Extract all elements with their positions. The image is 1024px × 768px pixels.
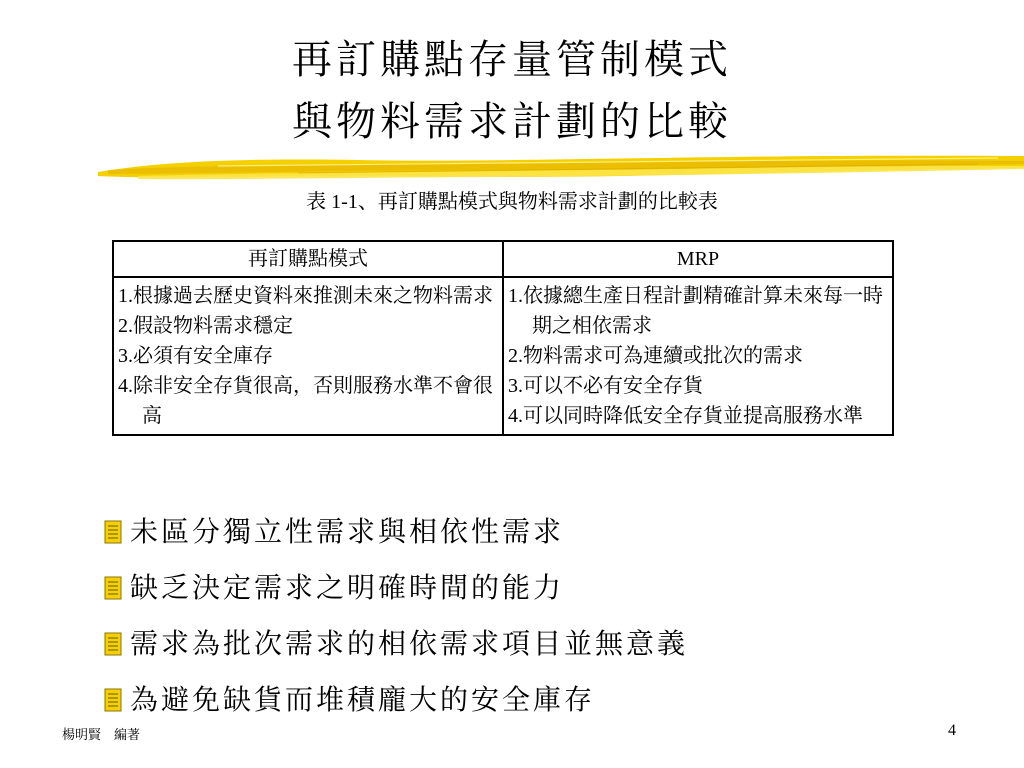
bullet-list: [104, 504, 688, 728]
bullet-text: 需求為批次需求的相依需求項目並無意義: [130, 627, 689, 660]
bullet-item: [104, 672, 688, 728]
list-item: 2.假設物料需求穩定: [118, 315, 293, 337]
list-item: 1.依據總生產日程計劃精確計算未來每一時期之相依需求: [508, 285, 883, 337]
header-mrp: MRP: [503, 241, 893, 277]
yellow-note-icon: [104, 519, 122, 545]
yellow-note-icon: [104, 575, 122, 601]
slide-title-line-1: 再訂購點存量管制模式: [292, 37, 732, 83]
bullet-item: [104, 616, 688, 672]
slide-title-line-2: 與物料需求計劃的比較: [292, 99, 732, 145]
header-reorder-point: 再訂購點模式: [113, 241, 503, 277]
bullet-text: 缺乏決定需求之明確時間的能力: [130, 571, 565, 604]
list-item: 2.物料需求可為連續或批次的需求: [508, 345, 803, 367]
bullet-text: 為避免缺貨而堆積龐大的安全庫存: [130, 683, 596, 716]
bullet-item: [104, 504, 688, 560]
footer-author: 楊明賢 編著: [62, 728, 141, 743]
bullet-item: [104, 560, 688, 616]
yellow-note-icon: [104, 631, 122, 657]
table-caption: 表 1-1、再訂購點模式與物料需求計劃的比較表: [306, 191, 718, 213]
comparison-table: [112, 240, 894, 436]
bullet-text: 未區分獨立性需求與相依性需求: [130, 515, 565, 548]
list-item: 4.可以同時降低安全存貨並提高服務水準: [508, 405, 863, 427]
list-item: 1.根據過去歷史資料來推測未來之物料需求: [118, 285, 493, 307]
table-row: [113, 277, 893, 435]
yellow-note-icon: [104, 687, 122, 713]
list-item: 3.可以不必有安全存貨: [508, 375, 703, 397]
list-item: 4.除非安全存貨很高，否則服務水準不會很高: [118, 375, 493, 427]
list-item: 3.必須有安全庫存: [118, 345, 273, 367]
page-number: 4: [948, 722, 956, 739]
brush-stroke-divider: [98, 150, 1024, 190]
mrp-cell: [503, 277, 893, 435]
reorder-point-cell: [113, 277, 503, 435]
table-header-row: [113, 241, 893, 277]
